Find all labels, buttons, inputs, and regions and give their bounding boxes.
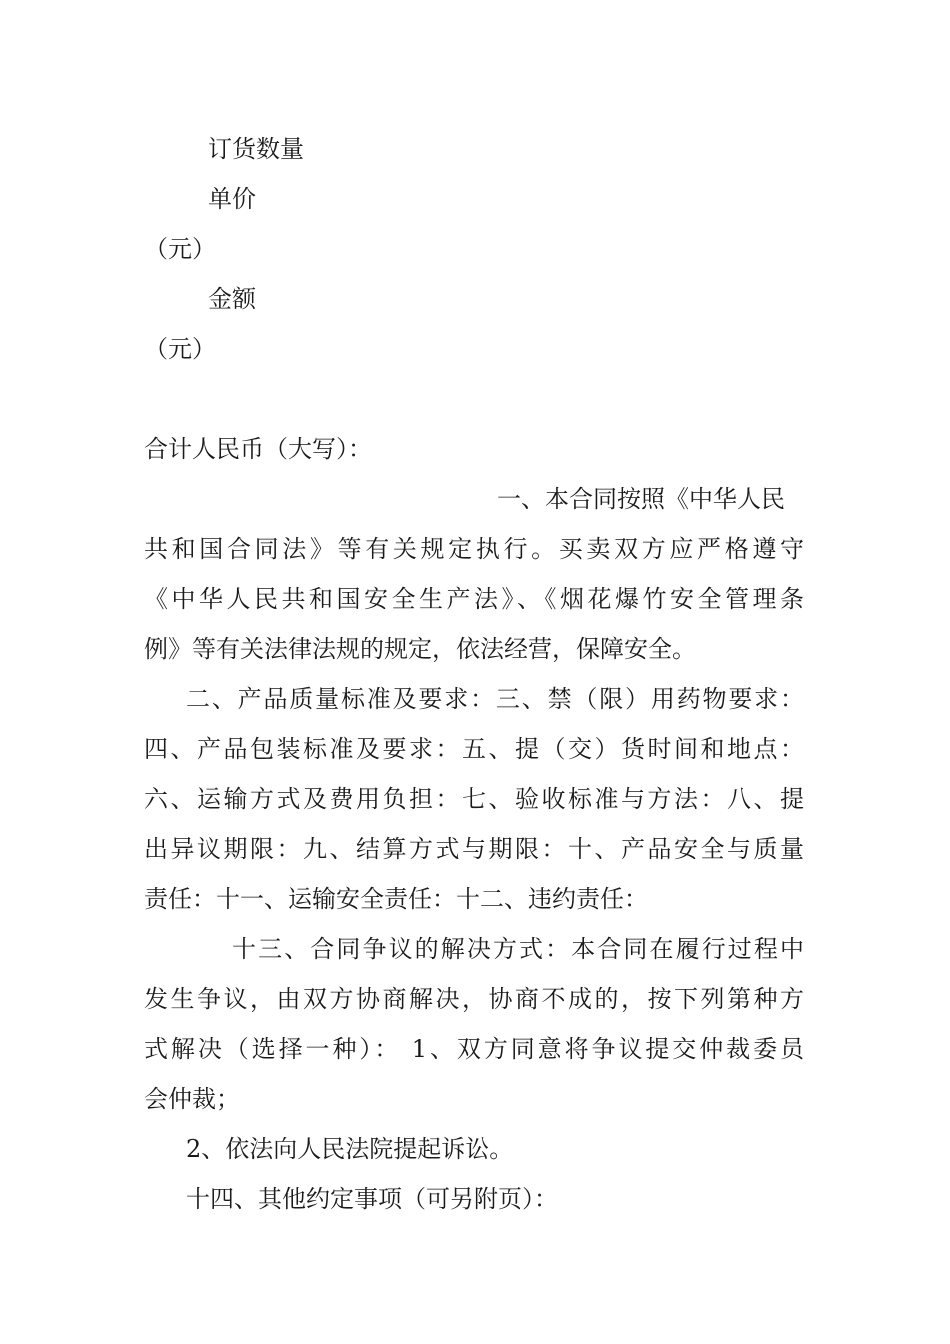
clause-list-line-1: 二、产品质量标准及要求：三、禁（限）用药物要求： (186, 685, 804, 713)
unit-price-unit: （元） (144, 235, 216, 263)
clause-1-line-1: 一、本合同按照《中华人民 (497, 485, 785, 513)
order-quantity-label: 订货数量 (208, 135, 304, 163)
clause-list-line-4: 出异议期限：九、结算方式与期限：十、产品安全与质量 (144, 835, 804, 863)
amount-unit: （元） (144, 335, 216, 363)
total-rmb-label: 合计人民币（大写）： (144, 435, 372, 463)
unit-price-label: 单价 (208, 185, 256, 213)
clause-14: 十四、其他约定事项（可另附页）： (186, 1185, 558, 1213)
clause-1-line-3: 《中华人民共和国安全生产法》、《烟花爆竹安全管理条 (144, 585, 804, 613)
clause-13-option-2: 2、依法向人民法院提起诉讼。 (186, 1135, 514, 1163)
clause-13-line-2: 发生争议，由双方协商解决，协商不成的，按下列第种方 (144, 985, 804, 1013)
clause-13-line-1: 十三、合同争议的解决方式：本合同在履行过程中 (232, 935, 804, 963)
clause-list-line-2: 四、产品包装标准及要求：五、提（交）货时间和地点： (144, 735, 804, 763)
clause-1-line-4: 例》等有关法律法规的规定，依法经营，保障安全。 (144, 635, 696, 663)
clause-1-line-2: 共和国合同法》等有关规定执行。买卖双方应严格遵守 (144, 535, 804, 563)
clause-13-line-3: 式解决（选择一种）： 1、双方同意将争议提交仲裁委员 (144, 1035, 804, 1063)
clause-list-line-5: 责任：十一、运输安全责任：十二、违约责任： (144, 885, 648, 913)
clause-13-line-4: 会仲裁； (144, 1085, 240, 1113)
amount-label: 金额 (208, 285, 256, 313)
clause-list-line-3: 六、运输方式及费用负担：七、验收标准与方法：八、提 (144, 785, 804, 813)
